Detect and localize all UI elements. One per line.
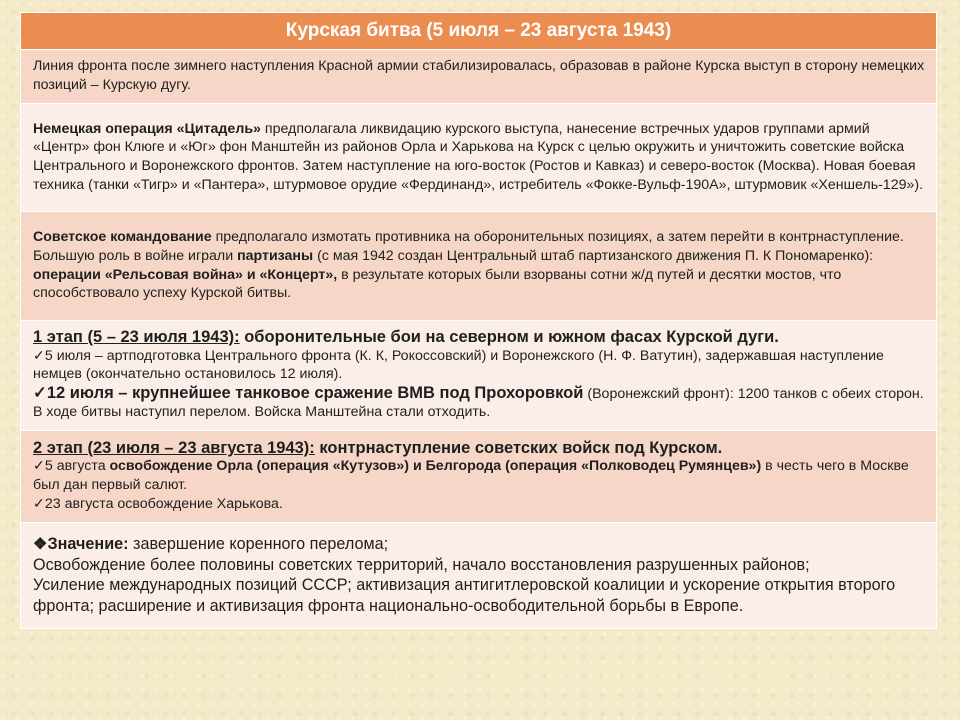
partisans-text: (с мая 1942 создан Центральный штаб партизанского движения П. К Пономаренко): (313, 247, 874, 264)
citadel-paragraph (33, 120, 926, 194)
prokhorovka-text: (Воронежский фронт): 1200 танков с обеих сторон. В ходе битвы наступил перелом. Войска Манштейна стали отходить. (33, 385, 924, 421)
stage-two-item-2: ✓23 августа освобождение Харькова. (33, 495, 283, 512)
soviet-command-text: предполагало измотать противника на оборонительных позициях, а затем перейти в контрнаступление. (211, 229, 904, 246)
significance-text-2: Освобождение более половины советских территорий, начало восстановления разрушенных районов; (33, 555, 810, 574)
stage-one-label: 1 этап (5 – 23 июля 1943): (33, 328, 240, 347)
stage-two-title: контрнаступление советских войск под Курском. (314, 438, 723, 457)
orel-belgorod-liberation: освобождение Орла (операция «Кутузов») и Белгорода (операция «Полководец Румянцев») (109, 458, 762, 475)
stage-two-row (21, 431, 937, 523)
partisans-intro: Большую роль в войне играли (33, 247, 238, 264)
stage-two-label: 2 этап (23 июля – 23 августа 1943): (33, 438, 315, 457)
significance-lead: Значение: (47, 535, 129, 553)
partisans-paragraph (33, 247, 926, 303)
front-line-row (21, 50, 937, 104)
partisan-operations: операции «Рельсовая война» и «Концерт», (33, 266, 338, 283)
significance-row (21, 523, 937, 629)
citadel-text: предполагала ликвидацию курского выступа, нанесение встречных ударов группами армий «Центр» фон Клюге и «Юг» фон Манштейн из районов Орла и Харькова на Курск с целью окружить и уничтожить советские войска Центрального и Воронежского фронтов. Затем наступление на юго-восток (Ростов и Кавказ) и северо-восток (Москва). Новая боевая техника (танки «Тигр» и «Пантера», штурмовое орудие «Фердинанд», истребитель «Фокке-Вульф-190А», штурмовик «Хеншель-129»). (33, 120, 924, 193)
diamond-bullet-icon: ❖ (33, 535, 48, 553)
soviet-command-paragraph (33, 228, 926, 247)
page-title: Курская битва (5 июля – 23 августа 1943) (21, 13, 937, 50)
stage-two-item-1-text: в честь чего в Москве был дан первый салют. (33, 458, 909, 493)
stage-two-item-1 (33, 457, 926, 494)
stage-one-heading (33, 328, 926, 347)
prokhorovka-heading: 12 июля – крупнейшее танковое сражение ВМВ под Прохоровкой (46, 383, 584, 402)
soviet-command-row (21, 212, 937, 321)
citadel-row (21, 104, 937, 212)
significance-heading (33, 534, 926, 555)
check-icon: ✓ (33, 383, 47, 402)
front-line-text: Линия фронта после зимнего наступления Красной армии стабилизировалась, образовав в районе Курска выступ в сторону немецких позиций – Курскую дугу. (33, 58, 925, 93)
stage-one-row (21, 321, 937, 431)
stage-one-title: оборонительные бои на северном и южном фасах Курской дуги. (239, 328, 779, 347)
stage-two-heading (33, 439, 926, 458)
stage-two-item-1-date: ✓5 августа (33, 458, 110, 475)
kursk-table (20, 12, 937, 629)
stage-one-item-1: ✓5 июля – артподготовка Центрального фронта (К. К, Рокоссовский) и Воронежского (Н. Ф. Ватутин), задержавшая наступление немцев (окончательно остановилось 12 июля). (33, 347, 884, 383)
significance-text-1: завершение коренного перелома; (128, 535, 389, 553)
citadel-lead: Немецкая операция «Цитадель» (33, 120, 261, 137)
stage-one-item-2 (33, 384, 926, 422)
partisans-result: в результате которых были взорваны сотни ж/д путей и десятки мостов, что способствовало успеху Курской битвы. (33, 266, 842, 302)
partisans-word: партизаны (237, 247, 314, 264)
soviet-command-lead: Советское командование (33, 229, 212, 246)
significance-text-3: Усиление международных позиций СССР; активизация антигитлеровской коалиции и ускорение открытия второго фронта; расширение и активизация фронта национально-освободительной борьбы в Европе. (33, 576, 896, 615)
